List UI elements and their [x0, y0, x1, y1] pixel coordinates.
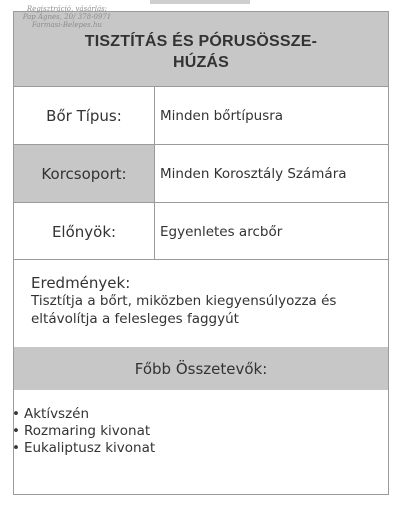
watermark-line: Regisztráció, vásárlás:	[26, 5, 108, 13]
top-edge-fragment	[150, 0, 250, 4]
row-label: Előnyök:	[14, 203, 155, 260]
watermark	[12, 5, 122, 29]
results-title: Eredmények:	[31, 274, 131, 292]
bullet-icon: •	[12, 406, 20, 422]
row-label: Korcsoport:	[14, 145, 155, 202]
list-item	[12, 423, 155, 440]
watermark-line: Farmasi-Belepes.hu	[31, 21, 103, 29]
ingredient-label: Eukaliptusz kivonat	[23, 440, 156, 456]
row-value: Minden Korosztály Számára	[160, 165, 347, 182]
list-item	[12, 440, 155, 457]
ingredients-header	[14, 347, 388, 390]
row-label: Bőr Típus:	[14, 87, 155, 144]
bullet-icon: •	[12, 423, 20, 439]
info-row-benefits	[14, 202, 388, 260]
ingredients-list	[12, 406, 155, 457]
list-item	[12, 406, 155, 423]
row-value: Egyenletes arcbőr	[160, 223, 283, 240]
ingredients-title: Főbb Összetevők:	[134, 359, 268, 378]
info-row-age-group	[14, 144, 388, 202]
info-row-skin-type	[14, 86, 388, 144]
results-text: Tisztítja a bőrt, miközben kiegyensúlyozza és eltávolítja a felesleges faggyút	[31, 293, 337, 327]
bullet-icon: •	[12, 440, 20, 456]
page-title: TISZTÍTÁS ÉS PÓRUSÖSSZE-HÚZÁS	[84, 33, 318, 71]
watermark-line: Pap Ágnes, 20/ 378-0971	[22, 13, 112, 21]
ingredient-label: Aktívszén	[23, 406, 90, 422]
ingredient-label: Rozmaring kivonat	[23, 423, 151, 439]
row-value: Minden bőrtípusra	[160, 107, 284, 124]
results-section	[14, 259, 388, 347]
